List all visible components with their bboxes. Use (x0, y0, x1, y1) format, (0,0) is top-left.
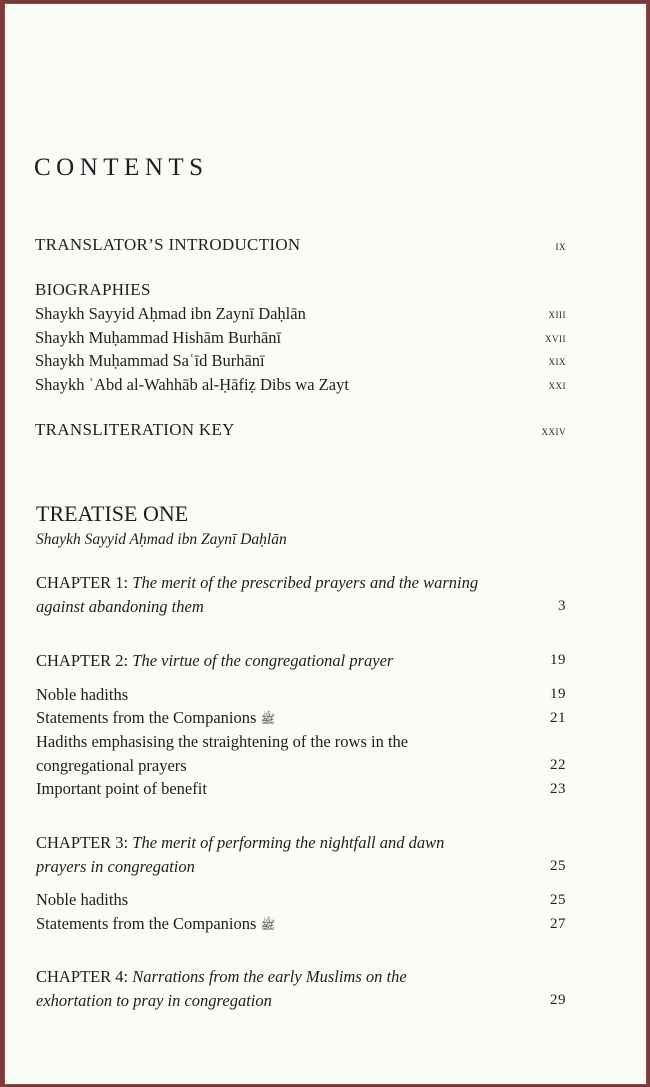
page-number: 25 (550, 892, 566, 908)
toc-chapter-2[interactable] (36, 651, 393, 671)
page-number: xiii (548, 306, 566, 321)
toc-item-noble-hadiths[interactable]: Noble hadiths (36, 685, 129, 704)
chapter-title: The virtue of the congregational prayer (132, 651, 394, 670)
toc-item-companions-statements[interactable] (36, 708, 275, 729)
contents-heading: CONTENTS (34, 154, 209, 181)
page-number: 21 (550, 710, 566, 726)
item-label: Statements from the Companions (36, 914, 257, 933)
book-page (4, 3, 647, 1085)
page-number: 3 (558, 598, 566, 614)
page-number: xxi (548, 377, 566, 392)
chapter-title-continued: prayers in congregation (36, 857, 195, 876)
toc-item-companions-statements[interactable] (36, 914, 275, 935)
page-number: 19 (550, 652, 566, 668)
toc-biography-hisham-burhani[interactable]: Shaykh Muḥammad Hishām Burhānī (35, 328, 282, 347)
treatise-author: Shaykh Sayyid Aḥmad ibn Zaynī Daḥlān (36, 531, 287, 548)
chapter-label: CHAPTER 4: (36, 967, 129, 986)
toc-biography-dibs-wa-zayt[interactable]: Shaykh ʿAbd al-Wahhāb al-Ḥāfiẓ Dibs wa Zayt (35, 375, 349, 394)
chapter-label: CHAPTER 2: (36, 651, 129, 670)
chapter-title: Narrations from the early Muslims on the (132, 967, 407, 986)
toc-biography-said-burhani[interactable]: Shaykh Muḥammad Saʿīd Burhānī (35, 351, 265, 370)
page-number: xix (548, 353, 566, 368)
page-number: xxiv (541, 423, 566, 438)
chapter-label: CHAPTER 3: (36, 833, 129, 852)
page-number: xvii (545, 330, 566, 345)
toc-chapter-1[interactable] (36, 573, 478, 593)
honorific-glyph: ﷺ (260, 918, 276, 932)
chapter-title: The merit of performing the nightfall and dawn (132, 833, 445, 852)
chapter-label: CHAPTER 1: (36, 573, 129, 592)
page-number: 22 (550, 757, 566, 773)
toc-chapter-3[interactable] (36, 833, 444, 853)
toc-item-straightening-rows-continued: congregational prayers (36, 756, 187, 775)
chapter-title-continued: exhortation to pray in congregation (36, 991, 272, 1010)
toc-item-straightening-rows[interactable]: Hadiths emphasising the straightening of the rows in the (36, 732, 409, 751)
honorific-glyph: ﷺ (260, 712, 276, 726)
toc-item-important-point[interactable]: Important point of benefit (36, 779, 207, 798)
toc-item-noble-hadiths[interactable]: Noble hadiths (36, 890, 129, 909)
toc-chapter-4[interactable] (36, 967, 407, 987)
toc-transliteration-key[interactable]: TRANSLITERATION KEY (35, 420, 235, 439)
item-label: Statements from the Companions (36, 708, 257, 727)
toc-biographies-heading: BIOGRAPHIES (35, 280, 151, 299)
chapter-title-continued: against abandoning them (36, 597, 204, 616)
chapter-title: The merit of the prescribed prayers and the warning (132, 573, 479, 592)
page-number: 25 (550, 858, 566, 874)
toc-translators-introduction[interactable]: TRANSLATOR’S INTRODUCTION (35, 235, 301, 254)
page-number: 23 (550, 781, 566, 797)
page-number: 29 (550, 992, 566, 1008)
page-number: ix (555, 238, 566, 253)
toc-biography-dahlan[interactable]: Shaykh Sayyid Aḥmad ibn Zaynī Daḥlān (35, 304, 306, 323)
page-number: 27 (550, 916, 566, 932)
page-number: 19 (550, 686, 566, 702)
treatise-title: TREATISE ONE (36, 501, 189, 526)
